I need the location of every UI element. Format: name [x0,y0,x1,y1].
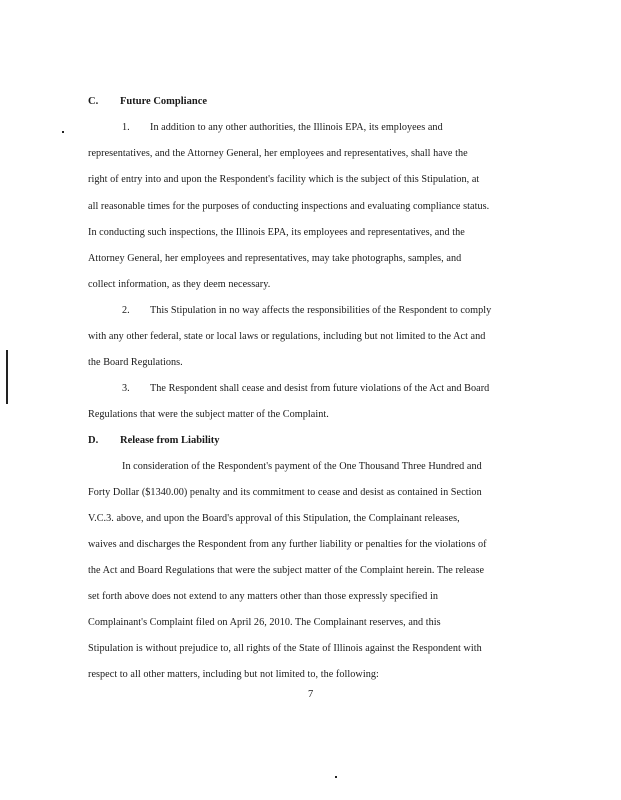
para-c3-line: Regulations that were the subject matter of the Complaint. [88,409,329,420]
para-c1-line: representatives, and the Attorney General, her employees and representatives, shall have the [88,148,468,159]
para-d-line: In consideration of the Respondent's payment of the One Thousand Three Hundred and [122,461,482,472]
para-d-line: set forth above does not extend to any matters other than those expressly specified in [88,591,439,602]
para-c3-number: 3. [122,383,130,394]
para-d-line: Forty Dollar ($1340.00) penalty and its commitment to cease and desist as contained in Section [88,487,482,498]
page-number: 7 [308,689,314,700]
para-c1-line: In conducting such inspections, the Illinois EPA, its employees and representatives, and the [88,227,465,238]
scan-speck [62,131,64,133]
para-d-line: the Act and Board Regulations that were the subject matter of the Complaint herein. The release [88,565,485,576]
para-d-line: Stipulation is without prejudice to, all rights of the State of Illinois against the Respondent with [88,643,482,654]
section-d-letter: D. [88,435,99,446]
section-c-letter: C. [88,96,99,107]
section-d-heading [88,435,220,446]
section-d-title: Release from Liability [120,435,220,446]
para-d-line: Complainant's Complaint filed on April 26, 2010. The Complainant reserves, and this [88,617,441,628]
section-c-heading [88,96,207,107]
para-d-line: V.C.3. above, and upon the Board's approval of this Stipulation, the Complainant releases, [88,513,460,524]
scan-speck [335,776,337,778]
para-c2-line: with any other federal, state or local laws or regulations, including but not limited to the Act and [88,331,486,342]
section-c-title: Future Compliance [120,96,208,107]
para-c1-number: 1. [122,122,130,133]
para-c2-line: the Board Regulations. [88,357,183,368]
scan-margin-mark [6,350,8,404]
para-d-line: respect to all other matters, including but not limited to, the following: [88,669,379,680]
para-c1-line: right of entry into and upon the Respondent's facility which is the subject of this Stipulation, at [88,174,480,185]
para-c1-line: Attorney General, her employees and representatives, may take photographs, samples, and [88,253,462,264]
para-d-line: waives and discharges the Respondent from any further liability or penalties for the violations of [88,539,487,550]
para-c3-text: The Respondent shall cease and desist from future violations of the Act and Board [150,383,490,394]
para-c2-number: 2. [122,305,130,316]
para-c3-line [122,383,489,394]
para-c1-line: all reasonable times for the purposes of conducting inspections and evaluating compliance status. [88,201,490,212]
para-c1-text: In addition to any other authorities, the Illinois EPA, its employees and [150,122,443,133]
para-c2-text: This Stipulation in no way affects the responsibilities of the Respondent to comply [150,305,492,316]
para-c1-line [122,122,443,133]
para-c2-line [122,305,491,316]
para-c1-line: collect information, as they deem necessary. [88,279,271,290]
